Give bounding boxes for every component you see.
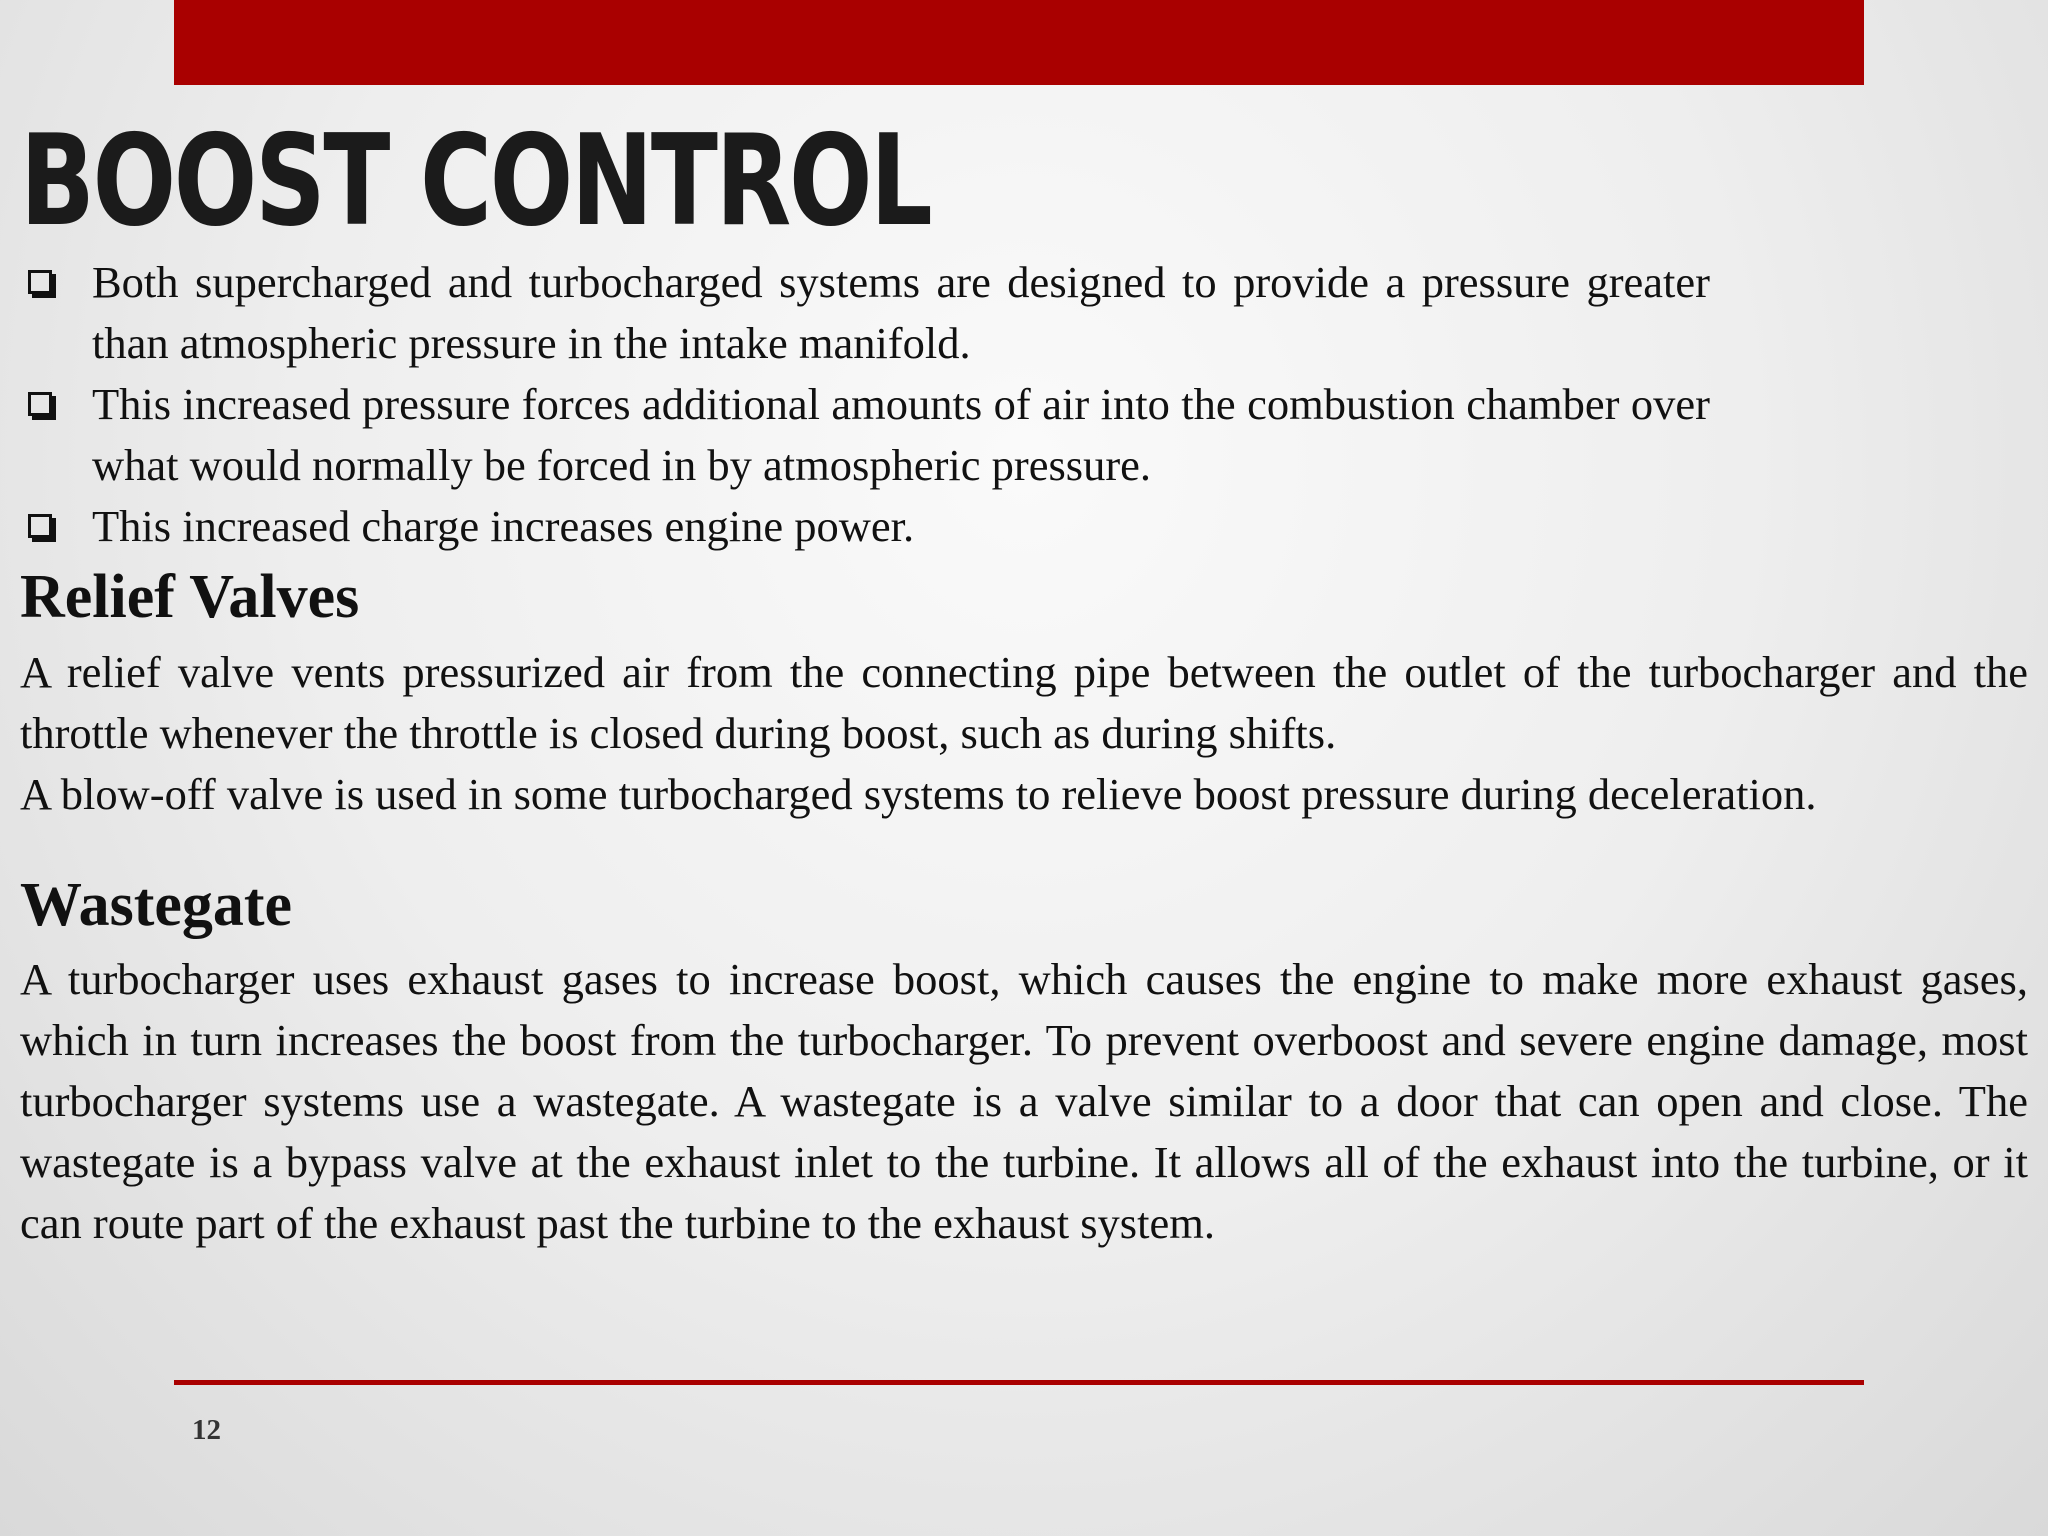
bullet-list bbox=[22, 252, 1710, 557]
checkbox-icon bbox=[28, 514, 52, 538]
top-accent-bar bbox=[174, 0, 1864, 85]
bullet-text: This increased charge increases engine power. bbox=[92, 501, 915, 551]
bullet-text: This increased pressure forces additional amounts of air into the combustion chamber over what would normally be forced in by atmospheric pressure. bbox=[92, 379, 1710, 490]
bullet-item bbox=[22, 496, 1710, 557]
checkbox-icon bbox=[28, 392, 52, 416]
footer-divider bbox=[174, 1380, 1864, 1385]
bullet-text: Both supercharged and turbocharged systems are designed to provide a pressure greater than atmospheric pressure in the intake manifold. bbox=[92, 257, 1710, 368]
section-heading-relief-valves: Relief Valves bbox=[20, 563, 360, 631]
bullet-item bbox=[22, 252, 1710, 374]
section-heading-wastegate: Wastegate bbox=[20, 871, 293, 939]
bullet-item bbox=[22, 374, 1710, 496]
page-number: 12 bbox=[192, 1414, 221, 1446]
wastegate-paragraph: A turbocharger uses exhaust gases to increase boost, which causes the engine to make more exhaust gases, which in turn increases the boost from the turbocharger. To prevent overboost and severe engine damage, most turbocharger systems use a wastegate. A wastegate is a valve similar to a door that can open and close. The wastegate is a bypass valve at the exhaust inlet to the turbine. It allows all of the exhaust into the turbine, or it can route part of the exhaust past the turbine to the exhaust system. bbox=[20, 954, 2028, 1248]
slide-title: BOOST CONTROL bbox=[20, 107, 931, 254]
blow-off-valve-paragraph: A blow-off valve is used in some turbocharged systems to relieve boost pressure during deceleration. bbox=[20, 769, 1817, 819]
relief-valve-paragraph: A relief valve vents pressurized air from the connecting pipe between the outlet of the turbocharger and the throttle whenever the throttle is closed during boost, such as during shifts. bbox=[20, 647, 2028, 758]
checkbox-icon bbox=[28, 270, 52, 294]
